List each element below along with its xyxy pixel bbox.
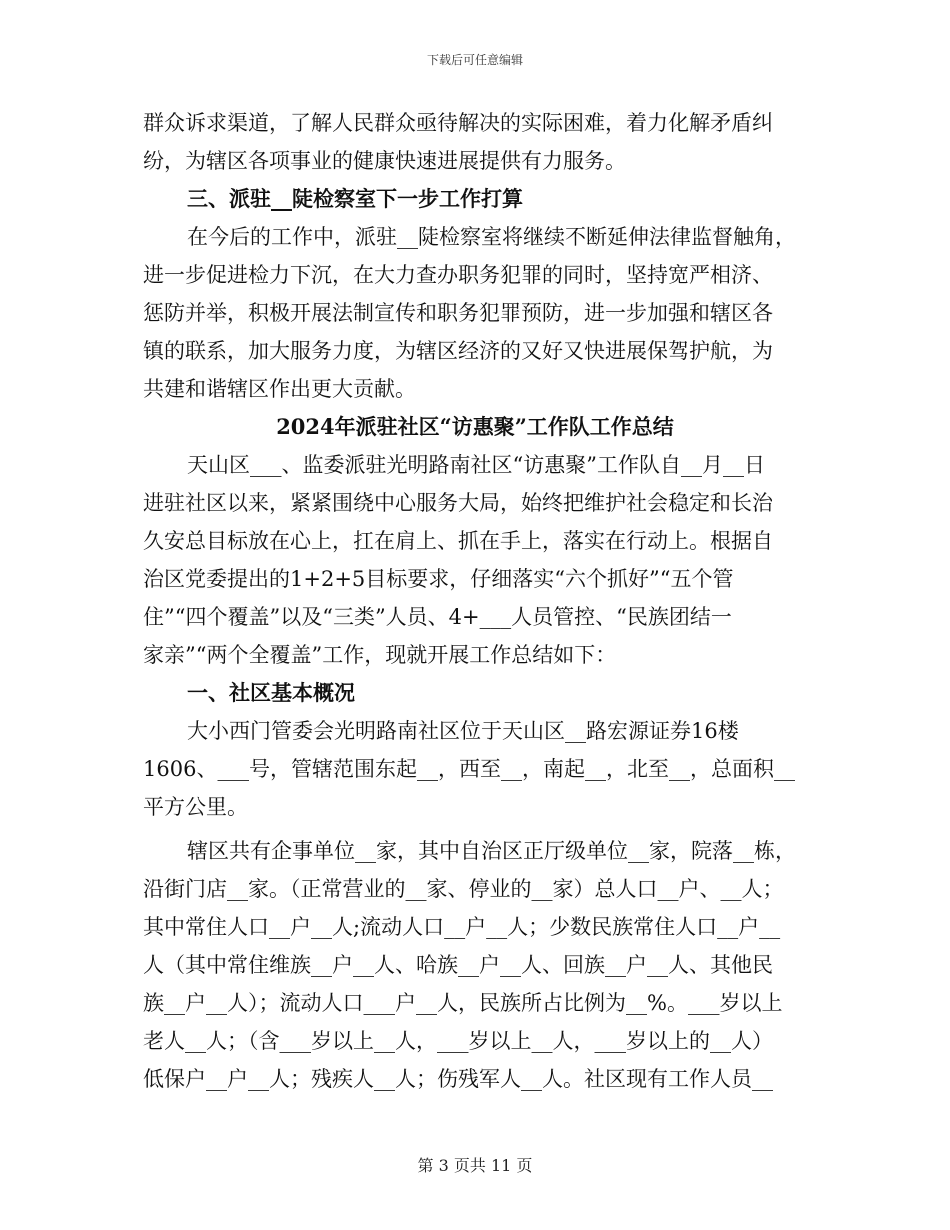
page-header: 下载后可任意编辑 (426, 53, 523, 67)
text-line: 纷，为辖区各项事业的健康快速进展提供有力服务。 (143, 149, 626, 173)
text-line: 低保户__户__人；残疾人__人；伤残军人__人。社区现有工作人员__ (143, 1067, 773, 1091)
text-line: 进一步促进检力下沉，在大力查办职务犯罪的同时，坚持宽严相济、 (143, 263, 773, 287)
text-line: 大小西门管委会光明路南社区位于天山区__路宏源证券16楼 (187, 719, 739, 743)
text-line: 群众诉求渠道，了解人民群众亟待解决的实际困难，着力化解矛盾纠 (143, 111, 773, 135)
section-heading (143, 674, 807, 712)
paragraph (143, 104, 807, 180)
text-line: 天山区___、监委派驻光明路南社区“访惠聚”工作队自__月__日 (187, 453, 765, 477)
text-line: 人（其中常住维族__户__人、哈族__户__人、回族__户__人、其他民 (143, 953, 773, 977)
paragraph (143, 870, 807, 1098)
text-line: 1606、___号，管辖范围东起__，西至__，南起__，北至__，总面积__ (143, 757, 795, 781)
paragraph (143, 712, 807, 750)
text-line: 惩防并举，积极开展法制宣传和职务犯罪预防，进一步加强和辖区各 (143, 301, 773, 325)
text-line: 共建和谐辖区作出更大贡献。 (143, 377, 416, 401)
text-line: 族__户__人）；流动人口___户__人，民族所占比例为__%。___岁以上 (143, 991, 783, 1015)
paragraph (143, 446, 807, 484)
text-line: 治区党委提出的1+2+5目标要求，仔细落实“六个抓好”“五个管 (143, 567, 734, 591)
text-line: 家亲”“两个全覆盖”工作，现就开展工作总结如下： (143, 643, 617, 667)
paragraph (143, 832, 807, 870)
document-title (143, 408, 807, 446)
paragraph (143, 484, 807, 674)
text-line: 镇的联系，加大服务力度，为辖区经济的又好又快进展保驾护航，为 (143, 339, 773, 363)
text-line: 三、派驻__陡检察室下一步工作打算 (187, 186, 523, 211)
text-line: 辖区共有企事单位__家，其中自治区正厅级单位__家，院落__栋， (187, 839, 796, 863)
text-line: 平方公里。 (143, 795, 248, 819)
text-line: 沿街门店__家。（正常营业的__家、停业的__家）总人口__户、__人； (143, 877, 784, 901)
page-number: 第 3 页共 11 页 (417, 1156, 533, 1175)
paragraph (143, 218, 807, 256)
text-line: 久安总目标放在心上，扛在肩上、抓在手上，落实在行动上。根据自 (143, 529, 773, 553)
text-line: 一、社区基本概况 (187, 680, 355, 705)
text-line: 其中常住人口__户__人;流动人口__户__人；少数民族常住人口__户__ (143, 915, 781, 939)
document-body (143, 104, 807, 1098)
text-line: 住”“四个覆盖”以及“三类”人员、4+___人员管控、“民族团结一 (143, 605, 732, 629)
text-line: 在今后的工作中，派驻__陡检察室将继续不断延伸法律监督触角， (187, 225, 796, 249)
text-line: 进驻社区以来，紧紧围绕中心服务大局，始终把维护社会稳定和长治 (143, 491, 773, 515)
text-line: 老人__人；（含___岁以上__人，___岁以上__人，___岁以上的__人） (143, 1029, 773, 1053)
section-heading (143, 180, 807, 218)
paragraph (143, 750, 807, 826)
text-line: 2024年派驻社区“访惠聚”工作队工作总结 (276, 414, 674, 439)
paragraph (143, 256, 807, 408)
